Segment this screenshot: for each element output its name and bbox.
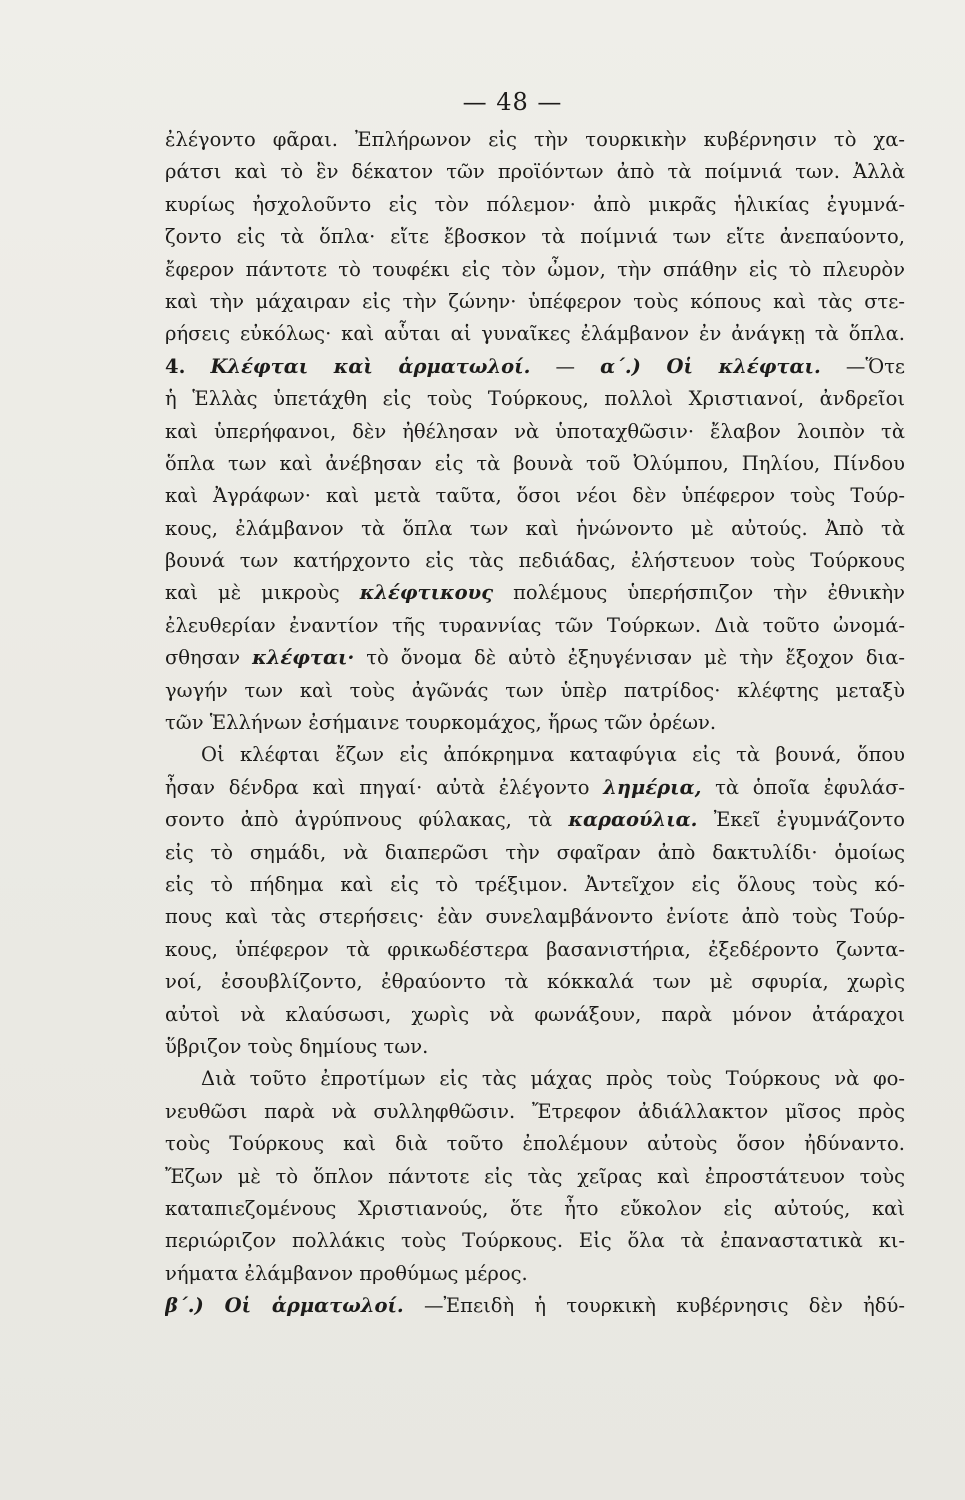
- text-run: κλέφτης μεταξὺ: [737, 678, 905, 702]
- text-line: τοὺς Τούρκους καὶ διὰ τοῦτο ἐπολέμουν αὐτοὺς ὅσον ἠδύναντο.: [165, 1132, 905, 1156]
- text-line: κους, ἐλάμβανον τὰ ὅπλα των καὶ ἡνώνοντο μὲ αὐτούς. Ἀπὸ τὰ: [165, 516, 905, 540]
- text-line: καταπιεζομένους Χριστιανούς, ὅτε ἦτο εὔκολον εἰς αὐτούς, καὶ: [165, 1196, 905, 1220]
- text-line: ζοντο εἰς τὰ ὅπλα· εἴτε ἔβοσκον τὰ ποίμνιά των εἴτε ἀνεπαύοντο,: [165, 225, 905, 249]
- text-line: τῶν Ἑλλήνων ἐσήμαινε τουρκομάχος, ἥρως τῶν ὀρέων.: [165, 711, 717, 735]
- text-line: [165, 675, 905, 707]
- text-line: ἐλέγοντο φᾶραι. Ἐπλήρωνον εἰς τὴν τουρκικὴν κυβέρνησιν τὸ χα-: [165, 128, 905, 151]
- text-line: εἰς τὸ σημάδι, νὰ διαπερῶσι τὴν σφαῖραν ἀπὸ δακτυλίδι· ὁμοίως: [165, 840, 905, 864]
- text-run: —Ἐπειδὴ ἡ τουρκικὴ κυβέρνησις δὲν ἠδύ-: [424, 1294, 905, 1318]
- body-text: [165, 124, 905, 1322]
- heading-rest: —Ὅτε: [845, 354, 905, 378]
- text-line: ἡ Ἑλλὰς ὑπετάχθη εἰς τοὺς Τούρκους, πολλοὶ Χριστιανοί, ἀνδρεῖοι: [165, 387, 905, 411]
- subsection-label: α΄.) Οἱ κλέφται.: [600, 354, 821, 378]
- text-line: [165, 772, 905, 804]
- text-line: [165, 642, 905, 674]
- text-line: περιώριζον πολλάκις τοὺς Τούρκους. Εἰς ὅλα τὰ ἐπαναστατικὰ κι-: [165, 1229, 905, 1253]
- text-run: τὸ ὄνομα δὲ αὐτὸ ἐξηυγένισαν μὲ τὴν ἔξοχον δια-: [366, 646, 905, 670]
- text-line: ρήσεις εὐκόλως· καὶ αὗται αἱ γυναῖκες ἐλάμβανον ἐν ἀνάγκῃ τὰ ὅπλα.: [165, 322, 905, 346]
- text-line: κυρίως ἠσχολοῦντο εἰς τὸν πόλεμον· ἀπὸ μικρᾶς ἡλικίας ἐγυμνά-: [165, 192, 905, 216]
- paragraph-first-line: Διὰ τοῦτο ἐπροτίμων εἰς τὰς μάχας πρὸς τοὺς Τούρκους νὰ φο-: [201, 1067, 905, 1091]
- text-line: βουνά των κατήρχοντο εἰς τὰς πεδιάδας, ἐλήστευον τοὺς Τούρκους: [165, 549, 905, 573]
- page-number: — 48 —: [462, 88, 563, 116]
- section-title: Κλέφται καὶ ἁρματωλοί.: [210, 354, 531, 378]
- text-run: σοντο ἀπὸ ἀγρύπνους φύλακας, τὰ: [165, 808, 553, 832]
- subsection-label: β΄.) Οἱ ἁρματωλοί.: [165, 1294, 404, 1318]
- heading-dash: —: [555, 354, 575, 378]
- text-run: σθησαν: [165, 646, 241, 670]
- text-line: ράτσι καὶ τὸ ἓν δέκατον τῶν προϊόντων ἀπὸ τὰ ποίμνιά των. Ἀλλὰ: [165, 160, 905, 184]
- text-run: γωγήν των καὶ τοὺς ἀγῶνάς των ὑπὲρ πατρίδος·: [165, 678, 721, 702]
- text-line: κους, ὑπέφερον τὰ φρικωδέστερα βασανιστήρια, ἐξεδέροντο ζωντα-: [165, 937, 905, 961]
- text-run: τὰ ὁποῖα ἐφυλάσ-: [715, 775, 905, 799]
- text-line: καὶ Ἀγράφων· καὶ μετὰ ταῦτα, ὅσοι νέοι δὲν ὑπέφερον τοὺς Τούρ-: [165, 484, 905, 508]
- section-number: 4.: [165, 354, 186, 378]
- text-run: Ἐκεῖ ἐγυμνάζοντο: [713, 808, 905, 832]
- text-line: ὅπλα των καὶ ἀνέβησαν εἰς τὰ βουνὰ τοῦ Ὀλύμπου, Πηλίου, Πίνδου: [165, 451, 905, 475]
- text-line: ὕβριζον τοὺς δημίους των.: [165, 1034, 429, 1058]
- text-run: πολέμους ὑπερήσπιζον τὴν ἐθνικὴν: [513, 581, 905, 605]
- emphasis-term: λημέρια,: [603, 775, 702, 799]
- subsection-line: [165, 1290, 905, 1322]
- emphasis-term: κλέφτικους: [359, 581, 494, 605]
- text-line: ἐλευθερίαν ἐναντίον τῆς τυραννίας τῶν Τούρκων. Διὰ τοῦτο ὠνομά-: [165, 613, 905, 637]
- text-line: εἰς τὸ πήδημα καὶ εἰς τὸ τρέξιμον. Ἀντεῖχον εἰς ὅλους τοὺς κό-: [165, 872, 905, 896]
- text-line: αὐτοὶ νὰ κλαύσωσι, χωρὶς νὰ φωνάξουν, παρὰ μόνον ἀτάραχοι: [165, 1002, 905, 1026]
- text-line: [165, 804, 905, 836]
- text-line: ἔφερον πάντοτε τὸ τουφέκι εἰς τὸν ὦμον, τὴν σπάθην εἰς τὸ πλευρὸν: [165, 257, 905, 281]
- text-line: καὶ τὴν μάχαιραν εἰς τὴν ζώνην· ὑπέφερον τοὺς κόπους καὶ τὰς στε-: [165, 289, 905, 313]
- paragraph-first-line: Οἱ κλέφται ἔζων εἰς ἀπόκρημνα καταφύγια εἰς τὰ βουνά, ὅπου: [201, 743, 905, 767]
- text-line: [165, 577, 905, 609]
- text-line: νήματα ἐλάμβανον προθύμως μέρος.: [165, 1261, 528, 1285]
- section-heading: [165, 351, 905, 383]
- text-line: νοί, ἐσουβλίζοντο, ἐθραύοντο τὰ κόκκαλά των μὲ σφυρία, χωρὶς: [165, 970, 905, 994]
- emphasis-term: κλέφται·: [252, 646, 355, 670]
- text-line: νευθῶσι παρὰ νὰ συλληφθῶσιν. Ἔτρεφον ἀδιάλλακτον μῖσος πρὸς: [165, 1099, 905, 1123]
- text-run: ἦσαν δένδρα καὶ πηγαί· αὐτὰ ἐλέγοντο: [165, 775, 590, 799]
- text-line: καὶ ὑπερήφανοι, δὲν ἠθέλησαν νὰ ὑποταχθῶσιν· ἔλαβον λοιπὸν τὰ: [165, 419, 905, 443]
- text-line: Ἔζων μὲ τὸ ὅπλον πάντοτε εἰς τὰς χεῖρας καὶ ἐπροστάτευον τοὺς: [165, 1164, 905, 1188]
- text-run: καὶ μὲ μικροὺς: [165, 581, 340, 605]
- text-line: πους καὶ τὰς στερήσεις· ἐὰν συνελαμβάνοντο ἐνίοτε ἀπὸ τοὺς Τούρ-: [165, 905, 905, 929]
- emphasis-term: καραούλια.: [568, 808, 698, 832]
